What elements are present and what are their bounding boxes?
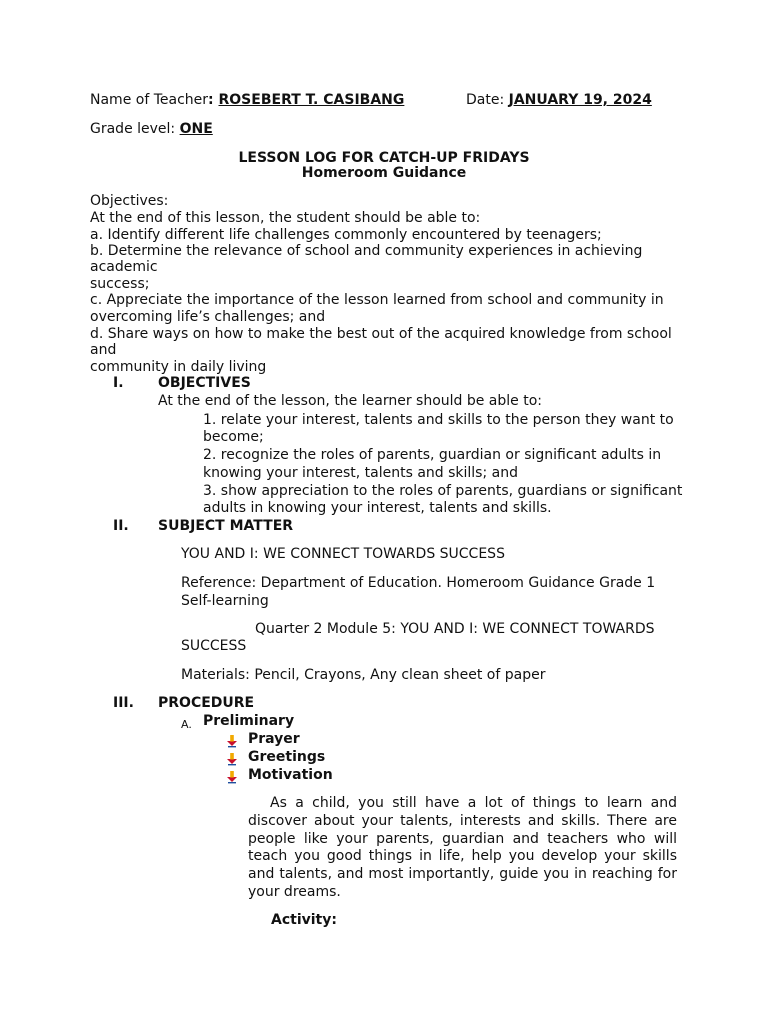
grade-label: Grade level: xyxy=(90,121,180,137)
objectives-line: overcoming life’s challenges; and xyxy=(90,309,326,325)
objectives-line: At the end of this lesson, the student should be able to: xyxy=(90,210,481,226)
procedure-bullet: Greetings xyxy=(248,749,326,765)
teacher-line xyxy=(90,92,404,109)
activity-heading: Activity: xyxy=(271,912,337,928)
motivation-paragraph: As a child, you still have a lot of things to learn and discover about your talents, interests and skills. There are people like your parents, guardian and teachers who will teach you good things in life, help you develop your skills and talents, and most importantly, guide you in reaching for your dreams. xyxy=(248,795,677,900)
objectives-line: success; xyxy=(90,276,150,292)
arrow-bullet-icon xyxy=(225,752,239,766)
reference-line: Self-learning xyxy=(181,593,269,609)
arrow-bullet-icon xyxy=(225,734,239,748)
teacher-colon: : xyxy=(208,92,219,108)
teacher-label: Name of Teacher xyxy=(90,92,209,108)
objectives-line: a. Identify different life challenges commonly encountered by teenagers; xyxy=(90,227,602,243)
quarter-line: Quarter 2 Module 5: YOU AND I: WE CONNECT TOWARDS xyxy=(255,621,655,637)
date-value: JANUARY 19, 2024 xyxy=(508,92,652,108)
section-intro: At the end of the lesson, the learner should be able to: xyxy=(158,393,543,409)
section-heading: SUBJECT MATTER xyxy=(158,518,294,534)
date-line xyxy=(466,92,652,109)
section-heading: PROCEDURE xyxy=(158,695,255,711)
section-heading: OBJECTIVES xyxy=(158,375,251,391)
objectives-line: c. Appreciate the importance of the lesson learned from school and community in xyxy=(90,292,664,308)
procedure-bullet: Prayer xyxy=(248,731,300,747)
section-numeral: III. xyxy=(113,695,134,711)
objective-item: 3. show appreciation to the roles of parents, guardians or significant xyxy=(203,483,683,499)
section-numeral: I. xyxy=(113,375,124,391)
objective-item: adults in knowing your interest, talents and skills. xyxy=(203,500,552,516)
objectives-line: d. Share ways on how to make the best out of the acquired knowledge from school xyxy=(90,326,672,342)
document-subtitle: Homeroom Guidance xyxy=(301,165,467,181)
reference-line: Reference: Department of Education. Homeroom Guidance Grade 1 xyxy=(181,575,656,591)
grade-line xyxy=(90,121,213,138)
objective-item: knowing your interest, talents and skills; and xyxy=(203,465,518,481)
objectives-line: and xyxy=(90,342,117,358)
date-label: Date: xyxy=(466,92,509,108)
quarter-line: SUCCESS xyxy=(181,638,247,654)
objectives-heading: Objectives: xyxy=(90,193,169,209)
materials-line: Materials: Pencil, Crayons, Any clean sheet of paper xyxy=(181,667,546,683)
objectives-line: academic xyxy=(90,259,158,275)
section-numeral: II. xyxy=(113,518,129,534)
objective-item: 2. recognize the roles of parents, guardian or significant adults in xyxy=(203,447,662,463)
document-title: LESSON LOG FOR CATCH-UP FRIDAYS xyxy=(238,150,530,166)
subsection-letter: A. xyxy=(181,718,192,731)
grade-value: ONE xyxy=(179,121,213,137)
objectives-line: b. Determine the relevance of school and community experiences in achieving xyxy=(90,243,643,259)
procedure-bullet: Motivation xyxy=(248,767,333,783)
objective-item: become; xyxy=(203,429,264,445)
objective-item: 1. relate your interest, talents and skills to the person they want to xyxy=(203,412,674,428)
objectives-line: community in daily living xyxy=(90,359,267,375)
subsection-heading: Preliminary xyxy=(203,713,295,729)
arrow-bullet-icon xyxy=(225,770,239,784)
teacher-name: ROSEBERT T. CASIBANG xyxy=(218,92,405,108)
subject-topic: YOU AND I: WE CONNECT TOWARDS SUCCESS xyxy=(181,546,505,562)
